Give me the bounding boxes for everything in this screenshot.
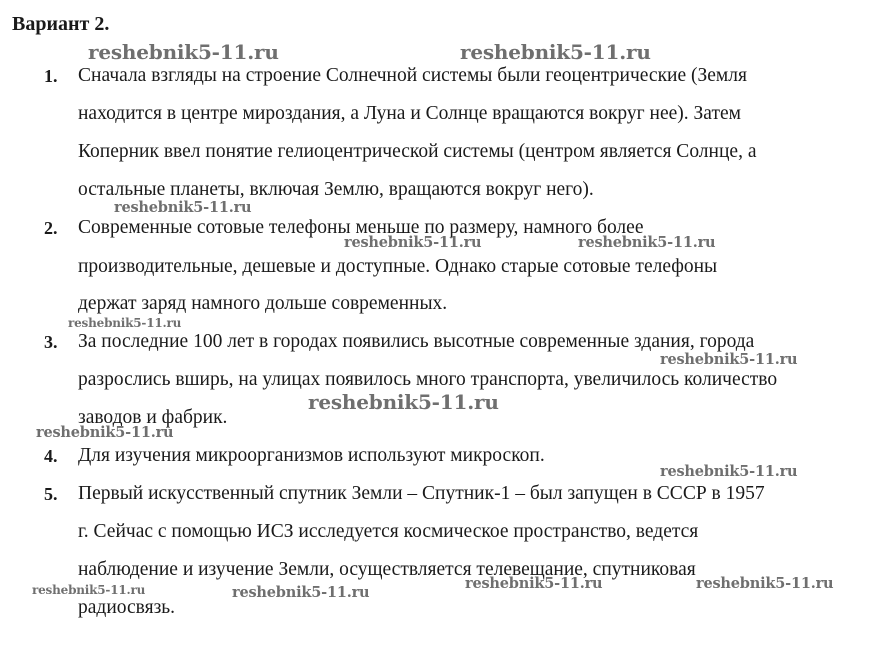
item-text-line: держат заряд намного дольше современных. bbox=[78, 293, 448, 314]
item-number: 5. bbox=[44, 484, 58, 504]
item-number: 2. bbox=[44, 218, 58, 238]
item-text-line: разрослись вширь, на улицах появилось много транспорта, увеличилось количество bbox=[78, 369, 778, 390]
watermark: reshebnik5-11.ru bbox=[344, 234, 482, 251]
item-text-line: заводов и фабрик. bbox=[78, 407, 228, 428]
item-text-line: Коперник ввел понятие гелиоцентрической системы (центром является Солнце, а bbox=[78, 141, 757, 162]
item-text-line: Современные сотовые телефоны меньше по размеру, намного более bbox=[78, 217, 644, 238]
item-text-line: производительные, дешевые и доступные. Однако старые сотовые телефоны bbox=[78, 256, 718, 277]
watermark: reshebnik5-11.ru bbox=[578, 234, 716, 251]
watermark: reshebnik5-11.ru bbox=[232, 584, 370, 601]
watermark: reshebnik5-11.ru bbox=[88, 40, 279, 64]
item-text-line: Сначала взгляды на строение Солнечной системы были геоцентрические (Земля bbox=[78, 65, 747, 86]
watermark: reshebnik5-11.ru bbox=[114, 199, 252, 216]
item-text-line: радиосвязь. bbox=[78, 597, 176, 618]
watermark: reshebnik5-11.ru bbox=[465, 575, 603, 592]
watermark: reshebnik5-11.ru bbox=[460, 40, 651, 64]
watermark: reshebnik5-11.ru bbox=[660, 463, 798, 480]
item-text-line: находится в центре мироздания, а Луна и Солнце вращаются вокруг нее). Затем bbox=[78, 103, 741, 124]
watermark: reshebnik5-11.ru bbox=[308, 390, 499, 414]
watermark: reshebnik5-11.ru bbox=[660, 351, 798, 368]
watermark: reshebnik5-11.ru bbox=[36, 424, 174, 441]
item-text-line: Первый искусственный спутник Земли – Спутник-1 – был запущен в СССР в 1957 bbox=[78, 483, 765, 504]
item-text-line: За последние 100 лет в городах появились высотные современные здания, города bbox=[78, 331, 755, 352]
watermark: reshebnik5-11.ru bbox=[32, 583, 146, 597]
item-text-line: остальные планеты, включая Землю, вращаются вокруг него). bbox=[78, 179, 594, 200]
item-text-line: Для изучения микроорганизмов используют микроскоп. bbox=[78, 445, 545, 466]
item-number: 4. bbox=[44, 446, 58, 466]
item-text-line: г. Сейчас с помощью ИСЗ исследуется космическое пространство, ведется bbox=[78, 521, 699, 542]
item-text-line: наблюдение и изучение Земли, осуществляется телевещание, спутниковая bbox=[78, 559, 696, 580]
watermark: reshebnik5-11.ru bbox=[68, 316, 182, 330]
item-number: 1. bbox=[44, 66, 58, 86]
watermark: reshebnik5-11.ru bbox=[696, 575, 834, 592]
page-title: Вариант 2. bbox=[12, 13, 110, 35]
item-number: 3. bbox=[44, 332, 58, 352]
